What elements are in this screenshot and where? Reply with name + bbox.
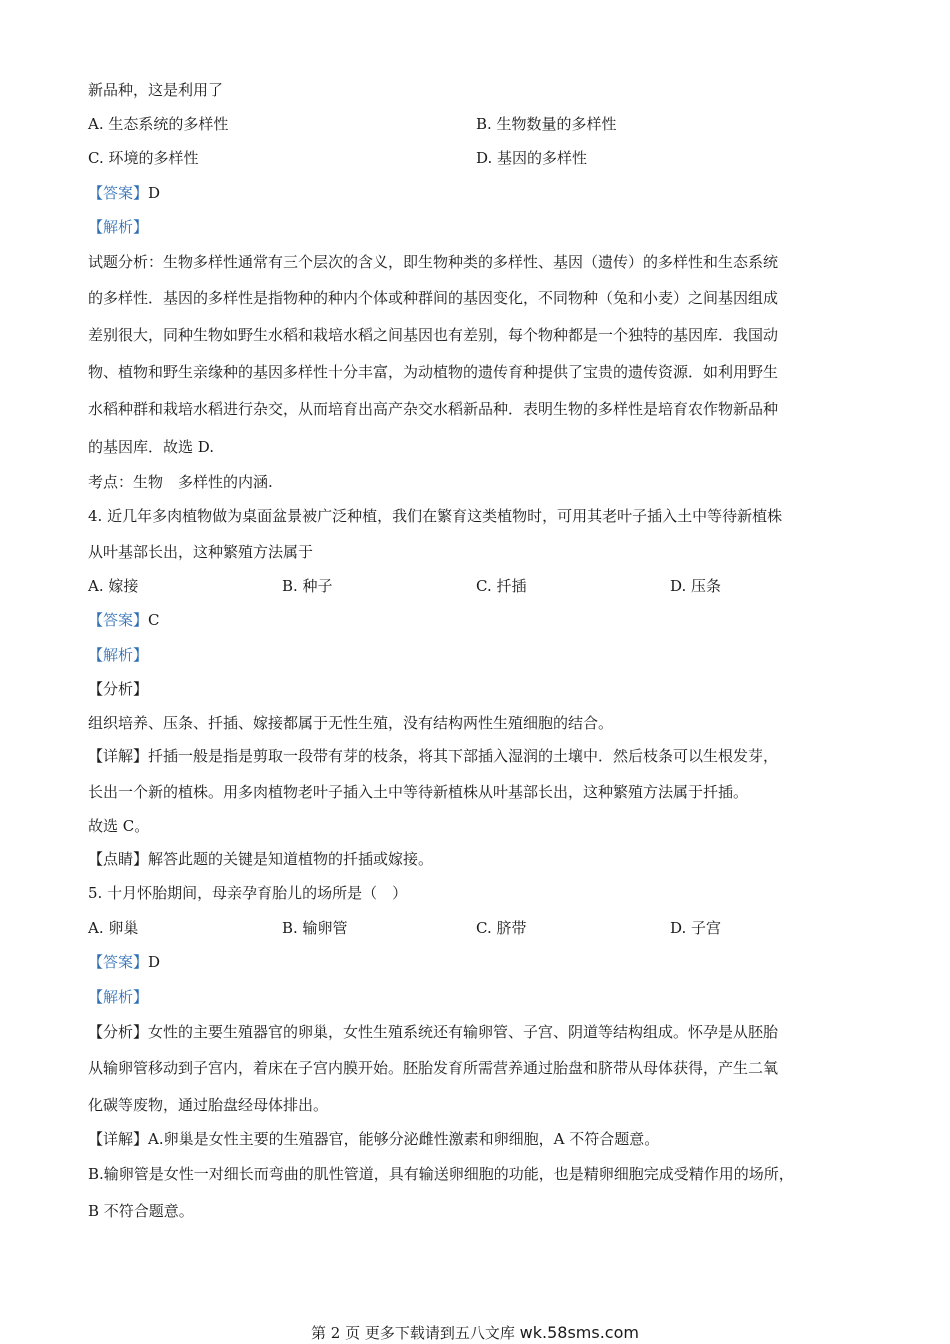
answer-tag: 【答案】 xyxy=(88,611,149,629)
q5-option-b: B. 输卵管 xyxy=(282,919,348,937)
q4-stem-line: 4. 近几年多肉植物做为桌面盆景被广泛种植，我们在繁育这类植物时，可用其老叶子插入土中等待新植株 xyxy=(88,507,783,525)
q4-answer xyxy=(88,609,160,631)
q3-option-d: D. 基因的多样性 xyxy=(476,149,588,167)
footer-url[interactable]: wk.58sms.com xyxy=(519,1323,639,1342)
q5-analysis-tag: 【解析】 xyxy=(88,988,149,1006)
answer-value: D xyxy=(148,184,161,202)
page-footer xyxy=(0,1322,950,1343)
q3-option-b: B. 生物数量的多样性 xyxy=(476,115,617,133)
q4-option-d: D. 压条 xyxy=(670,577,722,595)
footer-text: 第 2 页 更多下载请到五八文库 xyxy=(311,1324,520,1342)
q3-analysis-line: 的基因库．故选 D. xyxy=(88,438,215,456)
q3-analysis-line: 水稻种群和栽培水稻进行杂交，从而培育出高产杂交水稻新品种．表明生物的多样性是培育农作物新品种 xyxy=(88,400,779,418)
q3-stem-tail: 新品种，这是利用了 xyxy=(88,81,224,99)
q5-option-d: D. 子宫 xyxy=(670,919,722,937)
q5-option-c: C. 脐带 xyxy=(476,919,527,937)
q4-fenxi-tag: 【分析】 xyxy=(88,680,149,698)
q4-option-a: A. 嫁接 xyxy=(88,577,139,595)
q5-detail-line: B.输卵管是女性一对细长而弯曲的肌性管道，具有输送卵细胞的功能，也是精卵细胞完成受精作用的场所， xyxy=(88,1165,794,1183)
q3-option-a: A. 生态系统的多样性 xyxy=(88,115,229,133)
q5-fenxi-line: 【分析】女性的主要生殖器官的卵巢，女性生殖系统还有输卵管、子宫、阴道等结构组成。怀孕是从胚胎 xyxy=(88,1023,779,1041)
q4-analysis-tag: 【解析】 xyxy=(88,646,149,664)
q4-detail-line: 长出一个新的植株。用多肉植物老叶子插入土中等待新植株从叶基部长出，这种繁殖方法属于扦插。 xyxy=(88,783,749,801)
q5-answer xyxy=(88,951,160,973)
q4-detail-line: 【详解】扦插一般是指是剪取一段带有芽的枝条，将其下部插入湿润的土壤中．然后枝条可以生根发芽， xyxy=(88,747,779,765)
q3-analysis-tag: 【解析】 xyxy=(88,218,149,236)
q5-detail-line: B 不符合题意。 xyxy=(88,1202,194,1220)
answer-value: D xyxy=(148,953,161,971)
answer-tag: 【答案】 xyxy=(88,184,149,202)
q4-option-c: C. 扦插 xyxy=(476,577,527,595)
q3-analysis-line: 差别很大，同种生物如野生水稻和栽培水稻之间基因也有差别，每个物种都是一个独特的基因库．我国动 xyxy=(88,326,779,344)
q3-kaodian: 考点：生物 多样性的内涵. xyxy=(88,473,273,491)
q5-fenxi-line: 从输卵管移动到子宫内，着床在子宫内膜开始。胚胎发育所需营养通过胎盘和脐带从母体获得，产生二氧 xyxy=(88,1059,779,1077)
q3-analysis-line: 试题分析：生物多样性通常有三个层次的含义，即生物种类的多样性、基因（遗传）的多样性和生态系统 xyxy=(88,253,779,271)
q3-option-c: C. 环境的多样性 xyxy=(88,149,199,167)
q4-fenxi: 组织培养、压条、扦插、嫁接都属于无性生殖，没有结构两性生殖细胞的结合。 xyxy=(88,714,614,732)
q5-detail-line: 【详解】A.卵巢是女性主要的生殖器官，能够分泌雌性激素和卵细胞，A 不符合题意。 xyxy=(88,1130,660,1148)
q3-answer xyxy=(88,182,160,204)
q3-analysis-line: 的多样性．基因的多样性是指物种的种内个体或种群间的基因变化，不同物种（兔和小麦）之间基因组成 xyxy=(88,289,779,307)
q4-option-b: B. 种子 xyxy=(282,577,333,595)
answer-tag: 【答案】 xyxy=(88,953,149,971)
answer-value: C xyxy=(148,611,160,629)
q5-stem: 5. 十月怀胎期间，母亲孕育胎儿的场所是（ ） xyxy=(88,884,408,902)
q4-dianjing: 【点睛】解答此题的关键是知道植物的扦插或嫁接。 xyxy=(88,850,434,868)
q4-stem-line: 从叶基部长出，这种繁殖方法属于 xyxy=(88,543,314,561)
q4-detail-line: 故选 C。 xyxy=(88,817,150,835)
q3-analysis-line: 物、植物和野生亲缘种的基因多样性十分丰富，为动植物的遗传育种提供了宝贵的遗传资源．如利用野生 xyxy=(88,363,779,381)
q5-fenxi-line: 化碳等废物，通过胎盘经母体排出。 xyxy=(88,1096,329,1114)
q5-option-a: A. 卵巢 xyxy=(88,919,139,937)
